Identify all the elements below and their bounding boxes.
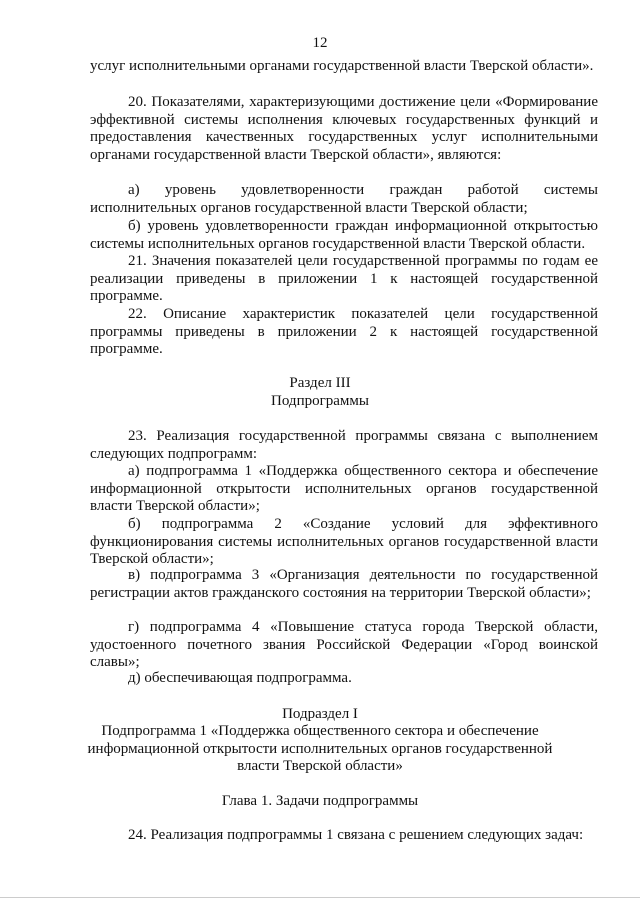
subsection-heading-line-1: Подпрограмма 1 «Поддержка общественного сектора и обеспечение bbox=[101, 723, 539, 739]
list-item-v: в) подпрограмма 3 «Организация деятельности по государственной регистрации актов гражданского состояния на территории Тверской области»; bbox=[90, 567, 598, 601]
page-bottom-divider bbox=[0, 897, 640, 898]
chapter-title: Глава 1. Задачи подпрограммы bbox=[221, 793, 419, 809]
section-title: Раздел III bbox=[289, 375, 351, 391]
list-item-b: б) подпрограмма 2 «Создание условий для эффективного функционирования системы исполнительных органов государственной власти Тверской области»; bbox=[90, 516, 598, 568]
section-subtitle: Подпрограммы bbox=[271, 393, 369, 409]
paragraph-continuation: услуг исполнительными органами государственной власти Тверской области». bbox=[90, 58, 594, 74]
paragraph-21: 21. Значения показателей цели государственной программы по годам ее реализации приведены в приложении 1 к настоящей государственной программе. bbox=[90, 253, 598, 305]
subsection-heading-line-2: информационной открытости исполнительных органов государственной bbox=[87, 741, 553, 757]
list-item-g: г) подпрограмма 4 «Повышение статуса города Тверской области, удостоенного почетного звания Российской Федерации «Город воинской славы»; bbox=[90, 619, 598, 671]
list-item-a: а) подпрограмма 1 «Поддержка общественного сектора и обеспечение информационной открытости исполнительных органов государственной власти Тверской области»; bbox=[90, 463, 598, 515]
paragraph-24: 24. Реализация подпрограммы 1 связана с решением следующих задач: bbox=[128, 827, 584, 843]
subsection-heading-line-3: власти Тверской области» bbox=[237, 758, 403, 774]
paragraph-20a: а) уровень удовлетворенности граждан работой системы исполнительных органов государственной власти Тверской области; bbox=[90, 182, 598, 216]
paragraph-20b: б) уровень удовлетворенности граждан информационной открытостью системы исполнительных органов государственной власти Тверской области. bbox=[90, 218, 598, 252]
paragraph-23: 23. Реализация государственной программы связана с выполнением следующих подпрограмм: bbox=[90, 428, 598, 462]
page-number: 12 bbox=[312, 35, 328, 51]
subsection-title: Подраздел I bbox=[282, 706, 358, 722]
paragraph-20: 20. Показателями, характеризующими достижение цели «Формирование эффективной системы исполнения ключевых государственных функций и предоставления качественных государственных услуг исполнительными органами государственной власти Тверской области», являются: bbox=[90, 94, 598, 163]
paragraph-22: 22. Описание характеристик показателей цели государственной программы приведены в приложении 2 к настоящей государственной программе. bbox=[90, 306, 598, 358]
list-item-d: д) обеспечивающая подпрограмма. bbox=[128, 670, 352, 686]
